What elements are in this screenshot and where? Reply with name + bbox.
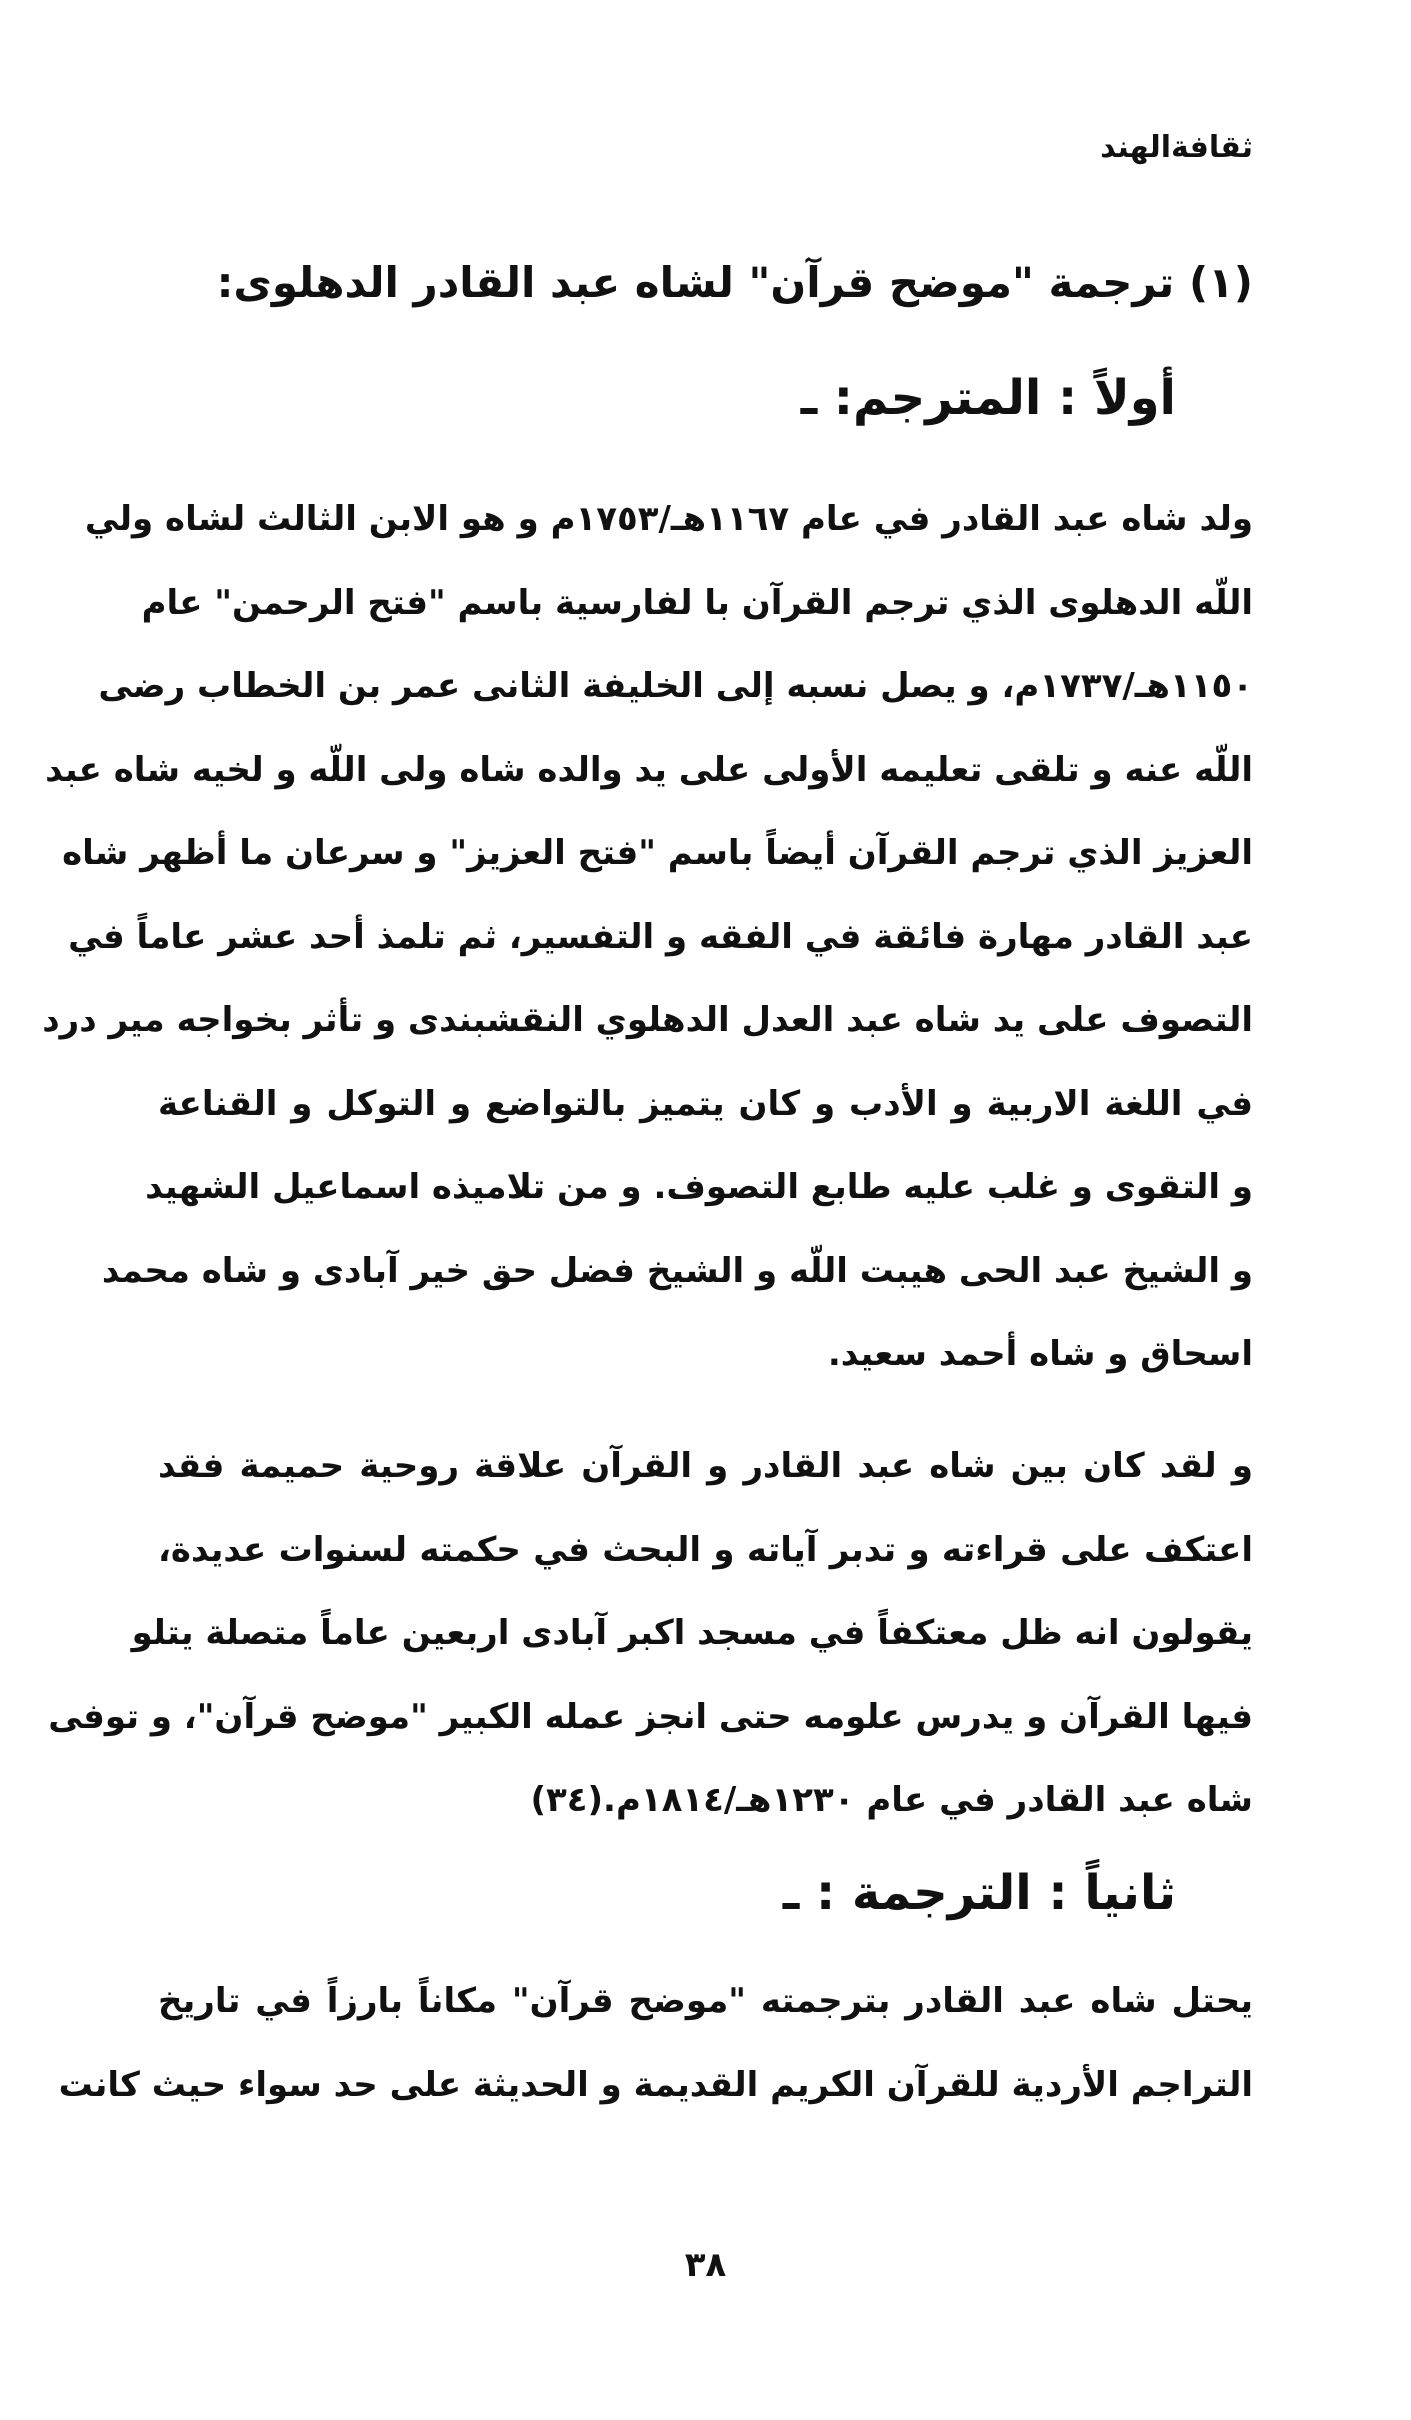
subsection-heading-translator: أولاً : المترجم: ـ: [800, 370, 1176, 426]
text-line: فيها القرآن و يدرس علومه حتى انجز عمله الكبير "موضح قرآن"، و توفى: [48, 1696, 1253, 1737]
text-line: و لقد كان بين شاه عبد القادر و القرآن علاقة روحية حميمة فقد: [158, 1446, 1253, 1486]
paragraph-biography: [42, 478, 1253, 1397]
text-line: ولد شاه عبد القادر في عام ١١٦٧هـ/١٧٥٣م و هو الابن الثالث لشاه ولي: [84, 499, 1253, 539]
text-line: و الشيخ عبد الحى هيبت اللّه و الشيخ فضل حق خير آبادى و شاه محمد: [101, 1250, 1253, 1291]
text-line: و التقوى و غلب عليه طابع التصوف. و من تلاميذه اسماعيل الشهيد: [145, 1167, 1253, 1207]
paragraph-translation: [58, 1960, 1253, 2127]
text-line: التراجم الأردية للقرآن الكريم القديمة و الحديثة على حد سواء حيث كانت: [58, 2064, 1253, 2105]
text-line: اللّه الدهلوى الذي ترجم القرآن با لفارسية باسم "فتح الرحمن" عام: [141, 582, 1253, 623]
text-line: يحتل شاه عبد القادر بترجمته "موضح قرآن" مكاناً بارزاً في تاريخ: [158, 1981, 1253, 2021]
text-line: ١١٥٠هـ/١٧٣٧م، و يصل نسبه إلى الخليفة الثانى عمر بن الخطاب رضى: [98, 666, 1253, 706]
text-line: العزيز الذي ترجم القرآن أيضاً باسم "فتح العزيز" و سرعان ما أظهر شاه: [62, 833, 1253, 873]
running-header: ثقافةالهند: [1100, 130, 1253, 165]
section-heading: (١) ترجمة "موضح قرآن" لشاه عبد القادر الدهلوى:: [216, 258, 1253, 307]
text-line: يقولون انه ظل معتكفاً في مسجد اكبر آبادى اربعين عاماً متصلة يتلو: [131, 1613, 1253, 1653]
page-number: ٣٨: [684, 2245, 727, 2285]
text-line: عبد القادر مهارة فائقة في الفقه و التفسير، ثم تلمذ أحد عشر عاماً في: [68, 916, 1253, 957]
text-line: في اللغة الاربية و الأدب و كان يتميز بالتواضع و التوكل و القناعة: [158, 1083, 1253, 1124]
text-line: شاه عبد القادر في عام ١٢٣٠هـ/١٨١٤م.(٣٤): [530, 1780, 1253, 1820]
subsection-heading-translation: ثانياً : الترجمة : ـ: [782, 1865, 1176, 1921]
text-line: اسحاق و شاه أحمد سعيد.: [827, 1334, 1253, 1374]
text-line: التصوف على يد شاه عبد العدل الدهلوي النقشبندى و تأثر بخواجه مير درد: [42, 1000, 1253, 1040]
text-line: اللّه عنه و تلقى تعليمه الأولى على يد والده شاه ولى اللّه و لخيه شاه عبد: [45, 749, 1253, 790]
paragraph-quran-relationship: [48, 1425, 1253, 1843]
text-line: اعتكف على قراءته و تدبر آياته و البحث في حكمته لسنوات عديدة،: [158, 1529, 1253, 1570]
